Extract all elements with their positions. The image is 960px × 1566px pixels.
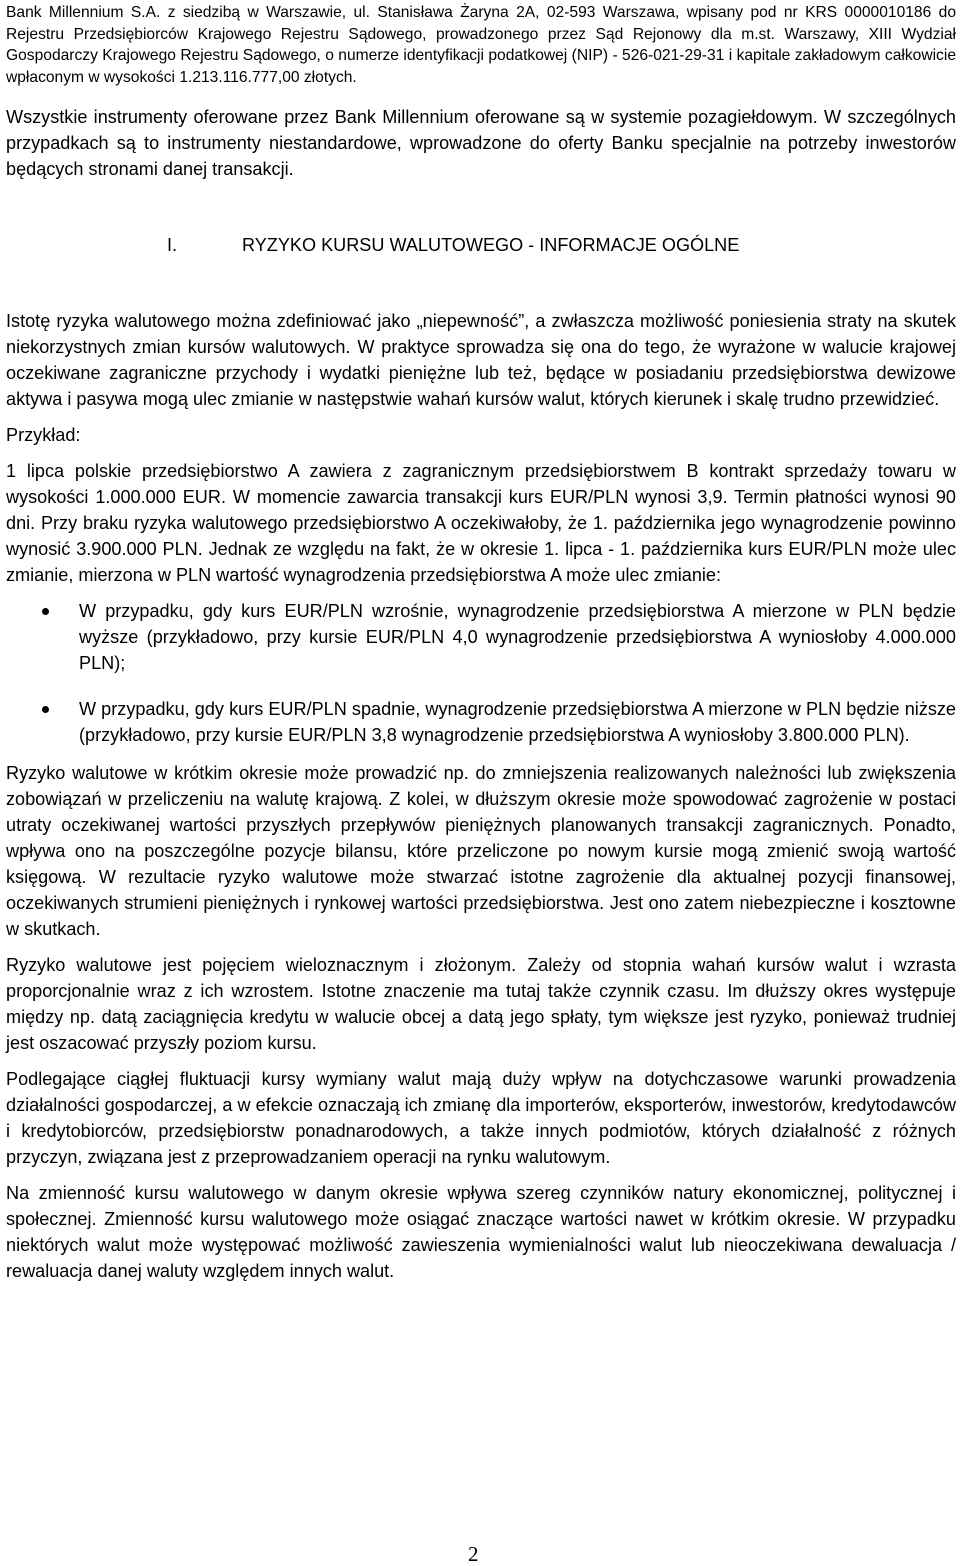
list-item: [6, 696, 956, 748]
intro-paragraph: Wszystkie instrumenty oferowane przez Bank Millennium oferowane są w systemie pozagiełdowym. W szczególnych przypadkach są to instrumenty niestandardowe, wprowadzone do oferty Banku specjalnie na potrzeby inwestorów będących stronami danej transakcji.: [6, 107, 956, 179]
list-item: [6, 598, 956, 676]
paragraph-complexity: Ryzyko walutowe jest pojęciem wieloznacznym i złożonym. Zależy od stopnia wahań kursów walut i wzrasta proporcjonalnie wraz z ich wzrostem. Istotne znaczenie ma tutaj także czynnik czasu. Im dłuższy okres występuje między np. datą zaciągnięcia kredytu w walucie obcej a datą jego spłaty, tym większe jest ryzyko, ponieważ trudniej jest oszacować przyszły poziom kursu.: [6, 955, 956, 1053]
section-heading: [167, 233, 739, 257]
paragraph-example: 1 lipca polskie przedsiębiorstwo A zawiera z zagranicznym przedsiębiorstwem B kontrakt sprzedaży towaru w wysokości 1.000.000 EUR. W momencie zawarcia transakcji kurs EUR/PLN wynosi 3,9. Termin płatności wynosi 90 dni. Przy braku ryzyka walutowego przedsiębiorstwo A oczekiwałoby, że 1. października jego wynagrodzenie powinno wynosić 3.900.000 PLN. Jednak ze względu na fakt, że w okresie 1. lipca - 1. października kurs EUR/PLN może ulec zmianie, mierzona w PLN wartość wynagrodzenia przedsiębiorstwa A może ulec zmianie:: [6, 461, 956, 585]
paragraph-definition: Istotę ryzyka walutowego można zdefiniować jako „niepewność”, a zwłaszcza możliwość poniesienia straty na skutek niekorzystnych zmian kursów walutowych. W praktyce sprowadza się ona do tego, że wyrażone w walucie krajowej oczekiwane zagraniczne przychody i wydatki pieniężne lub też, będące w posiadaniu przedsiębiorstwa dewizowe aktywa i pasywa mogą ulec zmianie w następstwie wahań kursów walut, których kierunek i skalę trudno przewidzieć.: [6, 311, 956, 409]
page-number: 2: [468, 1542, 479, 1566]
paragraph-volatility: Na zmienność kursu walutowego w danym okresie wpływa szereg czynników natury ekonomicznej, politycznej i społecznej. Zmienność kursu walutowego może osiągać znaczące wartości nawet w krótkim okresie. W przypadku niektórych walut może występować możliwość zawieszenia wymienialności walut lub nieoczekiwana dewaluacja / rewaluacja danej waluty względem innych walut.: [6, 1183, 956, 1281]
list-item-text: W przypadku, gdy kurs EUR/PLN wzrośnie, wynagrodzenie przedsiębiorstwa A mierzone w PLN będzie wyższe (przykładowo, przy kursie EUR/PLN 4,0 wynagrodzenie przedsiębiorstwa A wyniosłoby 4.000.000 PLN);: [79, 601, 956, 673]
bank-legal-header-text: Bank Millennium S.A. z siedzibą w Warszawie, ul. Stanisława Żaryna 2A, 02-593 Warszawa, wpisany pod nr KRS 0000010186 do Rejestru Przedsiębiorców Krajowego Rejestru Sądowego, prowadzonego przez Sąd Rejonowy dla m.st. Warszawy, XIII Wydział Gospodarczy Krajowego Rejestru Sądowego, o numerze identyfikacji podatkowej (NIP) - 526-021-29-31 i kapitale zakładowym całkowicie wpłaconym w wysokości 1.213.116.777,00 złotych.: [6, 4, 956, 86]
paragraph-short-long-term: Ryzyko walutowe w krótkim okresie może prowadzić np. do zmniejszenia realizowanych należności lub zwiększenia zobowiązań w przeliczeniu na walutę krajową. Z kolei, w dłuższym okresie może spowodować zagrożenie w postaci utraty oczekiwanej wartości przyszłych przepływów pieniężnych planowanych transakcji zagranicznych. Ponadto, wpływa ono na poszczególne pozycje bilansu, które przeliczone po nowym kursie mogą zmienić swoją wartość księgową. W rezultacie ryzyko walutowe może stwarzać istotne zagrożenie dla aktualnej pozycji finansowej, oczekiwanych strumieni pieniężnych i rynkowej wartości przedsiębiorstwa. Jest ono zatem niebezpieczne i kosztowne w skutkach.: [6, 763, 956, 939]
section-body: [6, 308, 956, 1294]
bullet-icon: [42, 608, 49, 615]
paragraph-fluctuation: Podlegające ciągłej fluktuacji kursy wymiany walut mają duży wpływ na dotychczasowe warunki prowadzenia działalności gospodarczej, a w efekcie oznaczają ich zmianę dla importerów, eksporterów, inwestorów, kredytodawców i kredytobiorców, przedsiębiorstw ponadnarodowych, a także innych podmiotów, których działalność z różnych przyczyn, związana jest z przeprowadzaniem operacji na rynku walutowym.: [6, 1069, 956, 1167]
section-title: RYZYKO KURSU WALUTOWEGO - INFORMACJE OGÓLNE: [242, 235, 740, 255]
list-item-text: W przypadku, gdy kurs EUR/PLN spadnie, wynagrodzenie przedsiębiorstwa A mierzone w PLN będzie niższe (przykładowo, przy kursie EUR/PLN 3,8 wynagrodzenie przedsiębiorstwa A wyniosłoby 3.800.000 PLN).: [79, 699, 956, 745]
bullet-icon: [42, 706, 49, 713]
section-number: I.: [167, 235, 178, 255]
example-label: Przykład:: [6, 425, 81, 445]
intro-section: [6, 104, 956, 182]
example-bullet-list: [6, 598, 956, 748]
bank-legal-header: [6, 2, 956, 88]
